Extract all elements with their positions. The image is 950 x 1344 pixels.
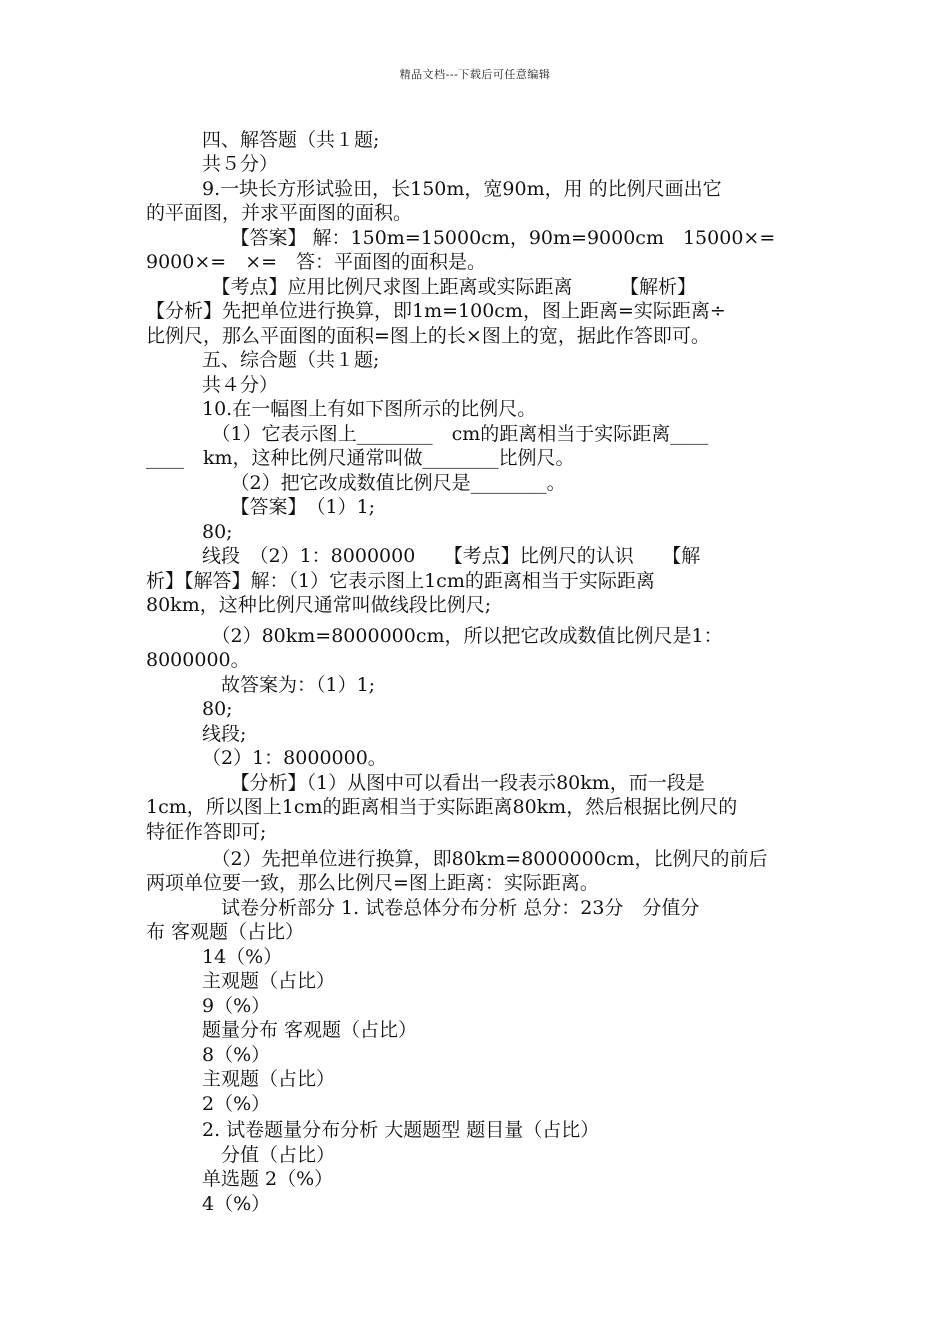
text-line: 【答案】 （1）1; <box>202 496 376 518</box>
text-line: （2）把它改成数值比例尺是________。 <box>202 472 566 494</box>
text-line: 80km，这种比例尺通常叫做线段比例尺; <box>146 594 492 616</box>
text-line: 题量分布 客观题（占比） <box>202 1019 418 1041</box>
text-line: 特征作答即可; <box>146 821 267 843</box>
text-line: 80; <box>202 698 233 720</box>
page-header: 精品文档---下载后可任意编辑 <box>399 68 551 81</box>
text-line: 分值（占比） <box>202 1144 336 1166</box>
text-line: 14（%） <box>202 946 283 968</box>
text-line: 故答案为：（1）1; <box>202 674 376 696</box>
text-line: 线段 （2）1：8000000 【考点】比例尺的认识 【解 <box>202 545 701 567</box>
text-line: 9000×= ×= 答：平面图的面积是。 <box>146 251 487 273</box>
text-line: 2（%） <box>202 1093 271 1115</box>
text-line: 9.一块长方形试验田，长150m，宽90m，用 的比例尺画出它 <box>202 178 722 200</box>
text-line: 的平面图，并求平面图的面积。 <box>146 202 413 224</box>
text-line: 单选题 2（%） <box>202 1168 334 1190</box>
text-line: 四、解答题（共１题; <box>202 129 380 151</box>
text-line: 1cm，所以图上1cm的距离相当于实际距离80km，然后根据比例尺的 <box>146 796 738 818</box>
text-line: 8000000。 <box>146 649 250 671</box>
text-line: 析】【解答】解：（1）它表示图上1cm的距离相当于实际距离 <box>146 570 655 592</box>
text-line: （1）它表示图上________ cm的距离相当于实际距离____ <box>202 423 709 445</box>
text-line: 8（%） <box>202 1044 271 1066</box>
text-line: 主观题（占比） <box>202 1068 336 1090</box>
text-line: （2）80km=8000000cm，所以把它改成数值比例尺是1： <box>202 625 723 647</box>
text-line: 主观题（占比） <box>202 970 336 992</box>
text-line: 五、综合题（共１题; <box>202 349 380 371</box>
text-line: 共５分） <box>202 153 279 175</box>
text-line: ____ km，这种比例尺通常叫做________比例尺。 <box>146 447 575 469</box>
text-line: 两项单位要一致，那么比例尺=图上距离：实际距离。 <box>146 872 599 894</box>
text-line: （2）1：8000000。 <box>202 747 387 769</box>
text-line: 比例尺，那么平面图的面积=图上的长×图上的宽，据此作答即可。 <box>146 325 710 347</box>
text-line: 10.在一幅图上有如下图所示的比例尺。 <box>202 398 537 420</box>
text-line: 【答案】 解：150m=15000cm，90m=9000cm 15000×= <box>202 227 776 249</box>
text-line: 线段; <box>202 723 247 745</box>
text-line: 4（%） <box>202 1193 271 1215</box>
text-line: 【分析】（1）从图中可以看出一段表示80km，而一段是 <box>202 772 705 794</box>
text-line: （2）先把单位进行换算，即80km=8000000cm，比例尺的前后 <box>202 848 768 870</box>
text-line: 2. 试卷题量分布分析 大题题型 题目量（占比） <box>202 1119 600 1141</box>
text-line: 布 客观题（占比） <box>146 921 305 943</box>
text-line: 9（%） <box>202 995 271 1017</box>
text-line: 共４分） <box>202 374 279 396</box>
text-line: 80; <box>202 521 233 543</box>
text-line: 试卷分析部分 1. 试卷总体分布分析 总分：23分 分值分 <box>202 897 700 919</box>
text-line: 【分析】先把单位进行换算，即1m=100cm，图上距离=实际距离÷ <box>146 300 726 322</box>
text-line: 【考点】应用比例尺求图上距离或实际距离 【解析】 <box>202 276 697 298</box>
